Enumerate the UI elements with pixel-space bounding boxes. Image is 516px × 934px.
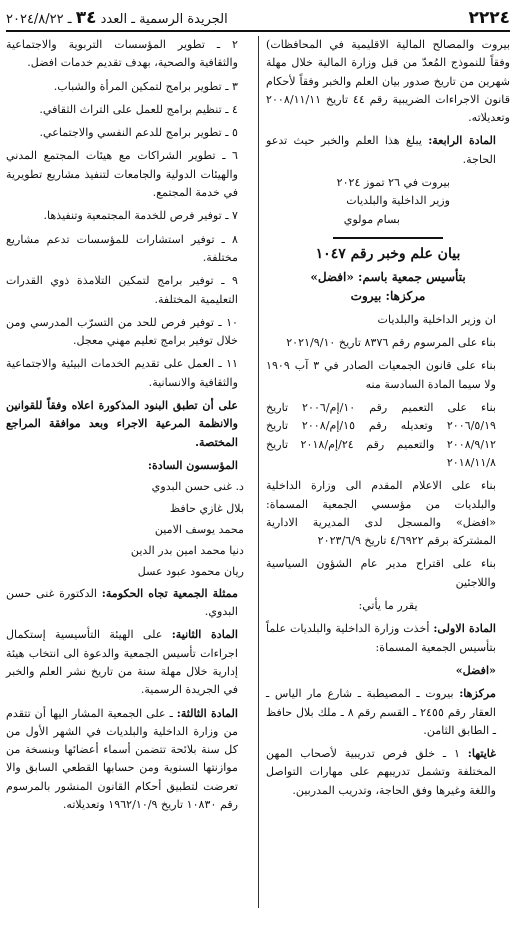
goals-text: ١ ـ خلق فرص تدريبية لأصحاب المهن المختلفة وتشمل تدريبهم على مهارات التواصل واللغة وغيرها وفق الحاجة، وتدريب المدربين. [266,747,496,797]
article-label: المادة الثانية: [171,628,238,642]
right-column [266,36,510,805]
article-four [266,132,510,169]
founder-name: ريان محمود عبود عسل [137,565,244,579]
goal-item: ٨ ـ توفير استشارات للمؤسسات تدعم مشاريع مختلفة. [6,232,238,264]
goal-item: ٩ ـ توفير برامج لتمكين التلامذة ذوي القدرات التعليمية المختلفة. [6,274,238,306]
rep-label: ممثلة الجمعية تجاه الحكومة: [101,586,238,600]
page-header [6,6,510,32]
founders-list [6,478,252,581]
separator-rule [333,237,443,239]
goal-item: ٤ ـ تنظيم برامج للعمل على التراث الثقافي. [39,102,238,116]
rep-text: الدكتورة غنى حسن البدوي. [6,586,238,619]
decides-line: يقرر ما يأتي: [358,599,418,613]
preamble-law: بناء على قانون الجمعيات الصادر في ٣ آب ١٩٠٩ ولا سيما المادة السادسة منه [266,359,496,391]
goal-item: ١١ ـ العمل على تقديم الخدمات البيئية والاجتماعية والثقافية والانسانية. [6,357,238,389]
paragraph-continuation: بيروت والمصالح المالية الاقليمية في المحافظات) وفقاً للنموذج المُعدّ من قبل وزارة المالية خلال مهلة شهرين من تاريخ صدور بيان العلم والخبر وفقاً لأحكام قانون الاجراءات الضريبية رقم ٤٤ تاريخ ٢٠٠٨/١١/١١ وتعديلاته. [266,38,510,125]
column-divider [258,36,259,908]
association-name: «افضل» [455,663,496,677]
notice-hq: مركزها: بيروت [350,288,426,303]
article-two [6,626,252,699]
signature-place-date: بيروت في ٢٦ تموز ٢٠٢٤ [336,176,450,190]
journal-name: الجريدة الرسمية ـ العدد [100,12,228,27]
article-three [6,705,252,815]
preamble-circular: بناء على التعميم رقم ١٠/إم/٢٠٠٦ تاريخ ٢٠٠٦/٥/١٩ وتعديله رقم ١٥/إم/٢٠٠٨ تاريخ ٢٠٠٨/٩/١٢ والتعميم رقم ٢٤/إم/٢٠١٨ تاريخ ٢٠١٨/١١/٨ [266,401,497,469]
preamble-notice: بناء على الاعلام المقدم الى وزارة الداخلية والبلديات من مؤسسي الجمعية المسماة: «افضل» والمسجل لدى المديرية الادارية المشتركة برقم ٤/٦٩٢٢ تاريخ ٢٠٢٣/٦/٩ [266,479,496,548]
article-one [266,620,510,657]
goal-item: ٢ ـ تطوير المؤسسات التربوية والاجتماعية والثقافية والصحية، بهدف تقديم خدمات افضل. [6,38,238,70]
page-number: ٢٢٢٤ [468,8,510,28]
founder-name: بلال غازي حافظ [169,501,244,515]
article-label: المادة الرابعة: [428,134,496,148]
article-text: أخذت وزارة الداخلية والبلديات علماً بتأسيس الجمعية المسماة: [266,622,496,654]
founder-name: محمد يوسف الامين [154,522,244,536]
goal-item: ١٠ ـ توفير فرص للحد من التسرّب المدرسي ومن خلال توفير برامج تعليم مهني معجل. [6,315,238,348]
article-text: ـ على الجمعية المشار اليها أن تتقدم من وزارة الداخلية والبلديات في الشهر الأول من كل سنة بلائحة تتضمن أسماء أعضائها وبنسخة من موازنتها السنوية ومن حسابها القطعي السابق والا تعرضت لتطبيق أحكام القانون المنشور بالمرسوم رقم ١٠٨٣٠ تاريخ ١٩٦٢/١٠/٩ وتعديلاته. [6,706,238,811]
notice-subtitle: بتأسيس جمعية باسم: «افضل» [310,270,466,285]
founders-label: المؤسسون السادة: [147,458,238,472]
goal-item: ٧ ـ توفير فرص للخدمة المجتمعية وتنفيذها. [43,209,238,223]
goal-item: ٣ ـ تطوير برامج لتمكين المرأة والشباب. [53,79,238,93]
founder-name: د. غنى حسن البدوي [151,480,244,494]
preamble-proposal: بناء على اقتراح مدير عام الشؤون السياسية واللاجئين [266,557,496,589]
founder-name: دنيا محمد امين بدر الدين [130,544,244,558]
preamble-decree: بناء على المرسوم رقم ٨٣٧٦ تاريخ ٢٠٢١/٩/١٠ [286,336,496,350]
article-label: المادة الثالثة: [176,706,238,720]
association-hq [266,685,510,740]
preamble-minister: ان وزير الداخلية والبلديات [377,312,496,326]
association-goals [266,745,510,800]
journal-title [6,8,228,28]
condition-clause: على أن تطبق البنود المذكورة اعلاه وفقاً للقوانين والانظمة المرعية الاجراء وبعد موافقة المراجع المختصة. [6,399,238,449]
article-label: المادة الاولى: [433,622,496,636]
left-column [6,36,252,819]
issue-number: ٣٤ [75,8,97,28]
signature-role: وزير الداخلية والبلديات [346,194,450,208]
issue-date: ـ ٢٠٢٤/٨/٢٢ [6,12,72,27]
hq-label: مركزها: [459,687,496,701]
notice-title: بيان علم وخبر رقم ١٠٤٧ [315,245,461,262]
government-representative [6,585,252,622]
hq-text: بيروت ـ المصيطبة ـ شارع مار الياس ـ العقار رقم ٢٤٥٥ ـ القسم رقم ٨ ـ ملك بلال حافظ ـ الطابق الثامن. [266,687,496,737]
goals-label: غايتها: [467,747,496,761]
article-text: يبلغ هذا العلم والخبر حيث تدعو الحاجة. [266,134,496,166]
goal-item: ٥ ـ تطوير برامج للدعم النفسي والاجتماعي. [39,126,238,140]
goal-item: ٦ ـ تطوير الشراكات مع هيئات المجتمع المدني والهيئات الدولية والجامعات لتنفيذ مشاريع تطويرية في خدمة المجتمع. [6,149,238,200]
signature-name: بسام مولوي [343,212,400,226]
article-text: على الهيئة التأسيسية إستكمال اجراءات تأسيس الجمعية والدعوة الى انتخاب هيئة إدارية خلال مهلة سنة من تاريخ نشر العلم والخبر في الجريدة الرسمية. [6,628,238,697]
